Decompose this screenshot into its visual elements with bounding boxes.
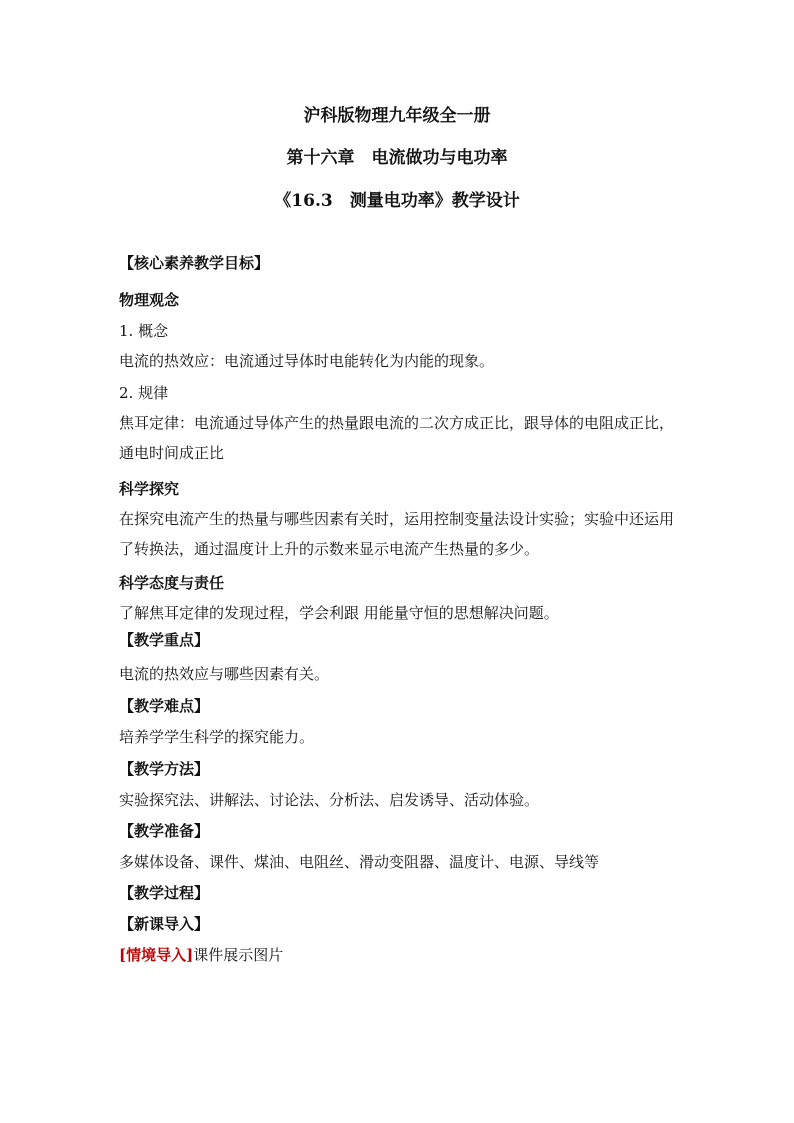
- method-text: 实验探究法、讲解法、讨论法、分析法、启发诱导、活动体验。: [119, 791, 540, 809]
- scene-intro-text: 课件展示图片: [193, 946, 284, 964]
- preparation-heading: 【教学准备】: [119, 822, 210, 840]
- key-points-heading: 【教学重点】: [119, 631, 210, 649]
- scene-intro-label: [情境导入]: [119, 946, 194, 964]
- process-heading: 【教学过程】: [119, 884, 210, 902]
- difficulty-text: 培养学学生科学的探究能力。: [119, 728, 315, 746]
- lesson-title: 《16.3 测量电功率》教学设计: [274, 191, 520, 211]
- science-inquiry-heading: 科学探究: [119, 480, 180, 498]
- chapter-title: 第十六章 电流做功与电功率: [286, 148, 508, 168]
- attitude-heading: 科学态度与责任: [119, 574, 225, 592]
- core-goals-heading: 【核心素养教学目标】: [119, 254, 270, 272]
- scene-intro-line: [119, 945, 283, 965]
- document-title: 沪科版物理九年级全一册: [303, 106, 491, 126]
- method-heading: 【教学方法】: [119, 760, 210, 778]
- law-label: 2. 规律: [119, 384, 169, 402]
- concept-label: 1. 概念: [119, 322, 169, 340]
- key-points-text: 电流的热效应与哪些因素有关。: [119, 665, 330, 683]
- physics-concept-heading: 物理观念: [119, 291, 180, 309]
- attitude-text: 了解焦耳定律的发现过程，学会利跟 用能量守恒的思想解决问题。: [119, 604, 559, 622]
- inquiry-text: 在探究电流产生的热量与哪些因素有关时，运用控制变量法设计实验；实验中还运用了转换法，通过温度计上升的示数来显示电流产生热量的多少。: [119, 510, 675, 558]
- preparation-text: 多媒体设备、课件、煤油、电阻丝、滑动变阻器、温度计、电源、导线等: [119, 853, 600, 871]
- intro-heading: 【新课导入】: [119, 915, 210, 933]
- law-text: 焦耳定律：电流通过导体产生的热量跟电流的二次方成正比，跟导体的电阻成正比，通电时间成正比: [119, 414, 675, 462]
- difficulty-heading: 【教学难点】: [119, 697, 210, 715]
- concept-text: 电流的热效应：电流通过导体时电能转化为内能的现象。: [119, 352, 495, 370]
